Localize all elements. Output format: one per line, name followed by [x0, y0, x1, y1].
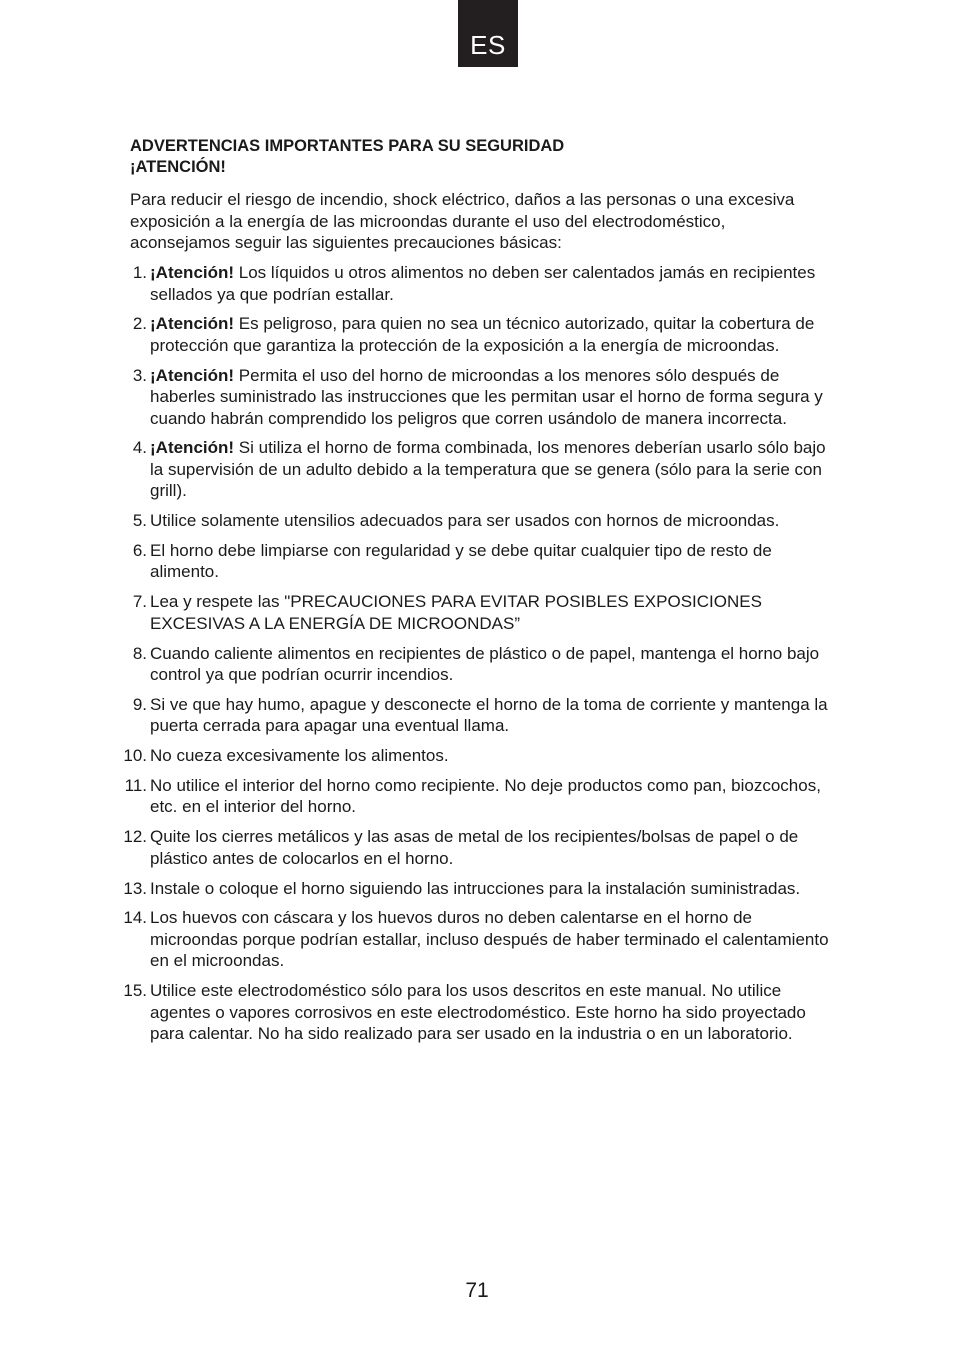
item-number: 15.	[123, 981, 147, 1001]
item-number: 11.	[124, 775, 147, 795]
item-number: 3.	[132, 365, 147, 385]
item-text: Permita el uso del horno de microondas a los menores sólo después de haberles suministrado las instrucciones que les permitan usar el horno de forma segura y cuando habrán comprendido los peligros que corren usándolo de manera incorrecta.	[150, 365, 823, 428]
item-number: 5.	[132, 511, 147, 531]
item-number: 6.	[132, 540, 147, 560]
item-text: Instale o coloque el horno siguiendo las intrucciones para la instalación suministradas.	[150, 878, 801, 898]
list-item	[0, 313, 830, 356]
item-text: No cueza excesivamente los alimentos.	[150, 746, 449, 766]
list-item	[0, 643, 830, 686]
page-number: 71	[465, 1279, 489, 1302]
item-lead: ¡Atención!	[150, 438, 235, 458]
item-text: Utilice solamente utensilios adecuados para ser usados con hornos de microondas.	[150, 511, 780, 531]
list-item	[0, 262, 830, 305]
list-item	[0, 775, 830, 818]
item-text: No utilice el interior del horno como recipiente. No deje productos como pan, biozcochos, etc. en el interior del horno.	[150, 775, 821, 817]
list-item	[0, 591, 830, 634]
item-text: Cuando caliente alimentos en recipientes de plástico o de papel, mantenga el horno bajo control ya que podrían ocurrir incendios.	[150, 643, 820, 685]
heading-attention: ¡ATENCIÓN!	[130, 158, 226, 176]
item-number: 10.	[123, 746, 147, 766]
list-item	[0, 694, 830, 737]
list-item	[0, 365, 830, 430]
intro-paragraph: Para reducir el riesgo de incendio, shock eléctrico, daños a las personas o una excesiva exposición a la energía de las microondas durante el uso del electrodoméstico, aconsejamos seguir las siguientes precauciones básicas:	[130, 190, 795, 252]
item-number: 7.	[132, 592, 147, 612]
item-lead: ¡Atención!	[150, 314, 235, 334]
item-text: El horno debe limpiarse con regularidad y se debe quitar cualquier tipo de resto de alimento.	[150, 540, 772, 582]
item-number: 12.	[123, 827, 147, 847]
precautions-list	[0, 262, 954, 1053]
heading-title: ADVERTENCIAS IMPORTANTES PARA SU SEGURIDAD	[130, 137, 565, 155]
list-item	[0, 907, 830, 972]
safety-heading	[130, 136, 564, 178]
language-tab: ES	[458, 0, 518, 67]
list-item	[0, 540, 830, 583]
item-number: 4.	[132, 438, 147, 458]
item-lead: ¡Atención!	[150, 263, 235, 282]
item-text: Si ve que hay humo, apague y desconecte el horno de la toma de corriente y mantenga la puerta cerrada para apagar una eventual llama.	[150, 694, 828, 736]
item-text: Los huevos con cáscara y los huevos duros no deben calentarse en el horno de microondas porque podrían estallar, incluso después de haber terminado el calentamiento en el microondas.	[150, 908, 829, 971]
list-item	[0, 878, 830, 900]
item-text: Quite los cierres metálicos y las asas de metal de los recipientes/bolsas de papel o de plástico antes de colocarlos en el horno.	[150, 827, 799, 868]
item-number: 13.	[123, 878, 147, 898]
item-number: 9.	[132, 694, 147, 714]
item-lead: ¡Atención!	[150, 365, 235, 385]
item-number: 1.	[132, 263, 147, 282]
item-number: 2.	[132, 314, 147, 334]
item-number: 8.	[132, 643, 147, 663]
item-text: Es peligroso, para quien no sea un técnico autorizado, quitar la cobertura de protección que garantiza la protección de la exposición a la energía de microondas.	[150, 314, 815, 355]
list-item	[0, 980, 830, 1045]
list-item	[0, 510, 830, 532]
item-text: Lea y respete las "PRECAUCIONES PARA EVITAR POSIBLES EXPOSICIONES EXCESIVAS A LA ENERGÍA DE MICROONDAS”	[150, 592, 762, 633]
item-text: Si utiliza el horno de forma combinada, los menores deberían usarlo sólo bajo la supervisión de un adulto debido a la temperatura que se genera (sólo para la serie con grill).	[150, 438, 826, 501]
item-number: 14.	[123, 908, 147, 928]
list-item	[0, 437, 830, 502]
list-item	[0, 826, 830, 869]
list-item	[0, 745, 830, 767]
item-text: Los líquidos u otros alimentos no deben ser calentados jamás en recipientes sellados ya que podrían estallar.	[150, 263, 816, 304]
item-text: Utilice este electrodoméstico sólo para los usos descritos en este manual. No utilice agentes o vapores corrosivos en este electrodoméstico. Este horno ha sido proyectado para calentar. No ha sido realizado para ser usado en la industria o en un laboratorio.	[150, 981, 806, 1044]
